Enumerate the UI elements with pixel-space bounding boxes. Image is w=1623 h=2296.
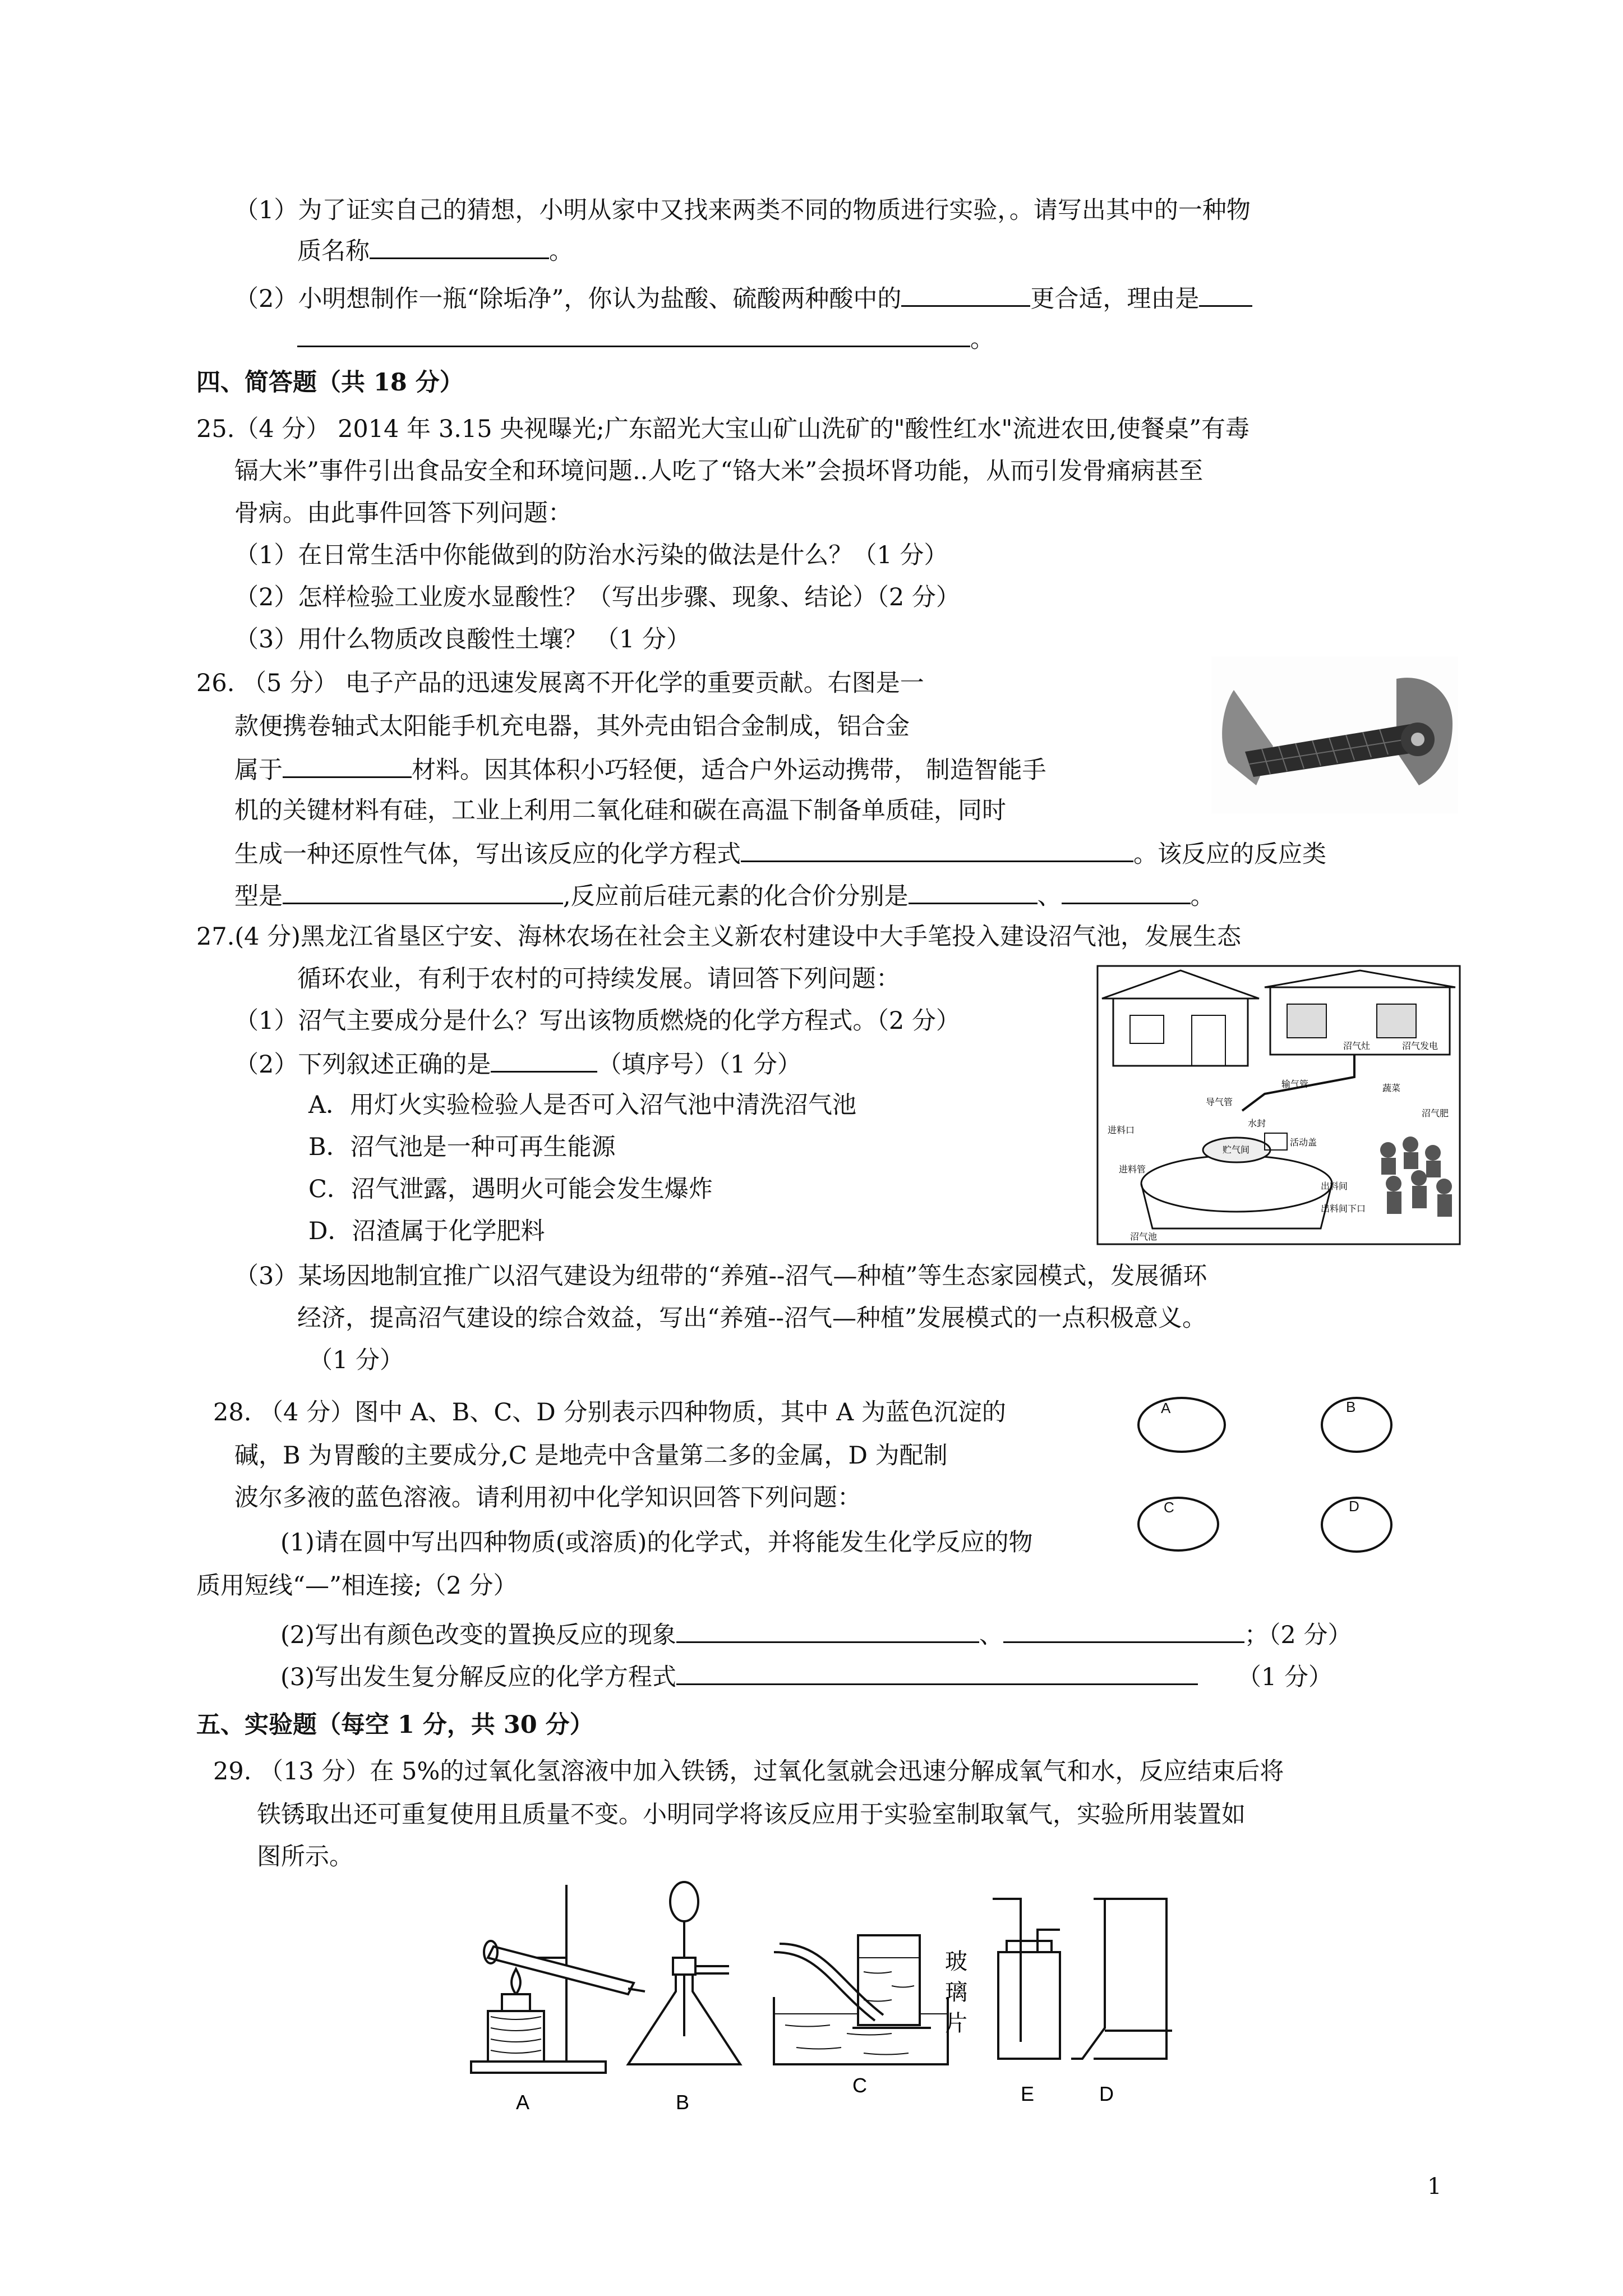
- q24-blank-4[interactable]: [297, 321, 970, 347]
- apparatus-e: [993, 1899, 1060, 2059]
- apparatus-b: [628, 1882, 740, 2064]
- q26-line6-c: 、: [1037, 882, 1062, 910]
- q28-blank-3[interactable]: [676, 1659, 1198, 1685]
- q25-line3: 骨病。由此事件回答下列问题：: [234, 499, 572, 527]
- q26-line2: 款便携卷轴式太阳能手机充电器，其外壳由铝合金制成，铝合金: [234, 712, 910, 740]
- fig-label-power: 沼气发电: [1402, 1041, 1438, 1051]
- q26-line1: 26. （5 分） 电子产品的迅速发展离不开化学的重要贡献。右图是一: [196, 669, 924, 697]
- q25-line2: 镉大米”事件引出食品安全和环境问题..人吃了“铬大米”会损坏肾功能，从而引发骨痛病甚至: [234, 457, 1204, 485]
- section-5-title: 五、实验题（每空 1 分，共 30 分）: [196, 1711, 594, 1739]
- circle-c[interactable]: [1137, 1497, 1219, 1552]
- q28-sub1-line2: 质用短线“—”相连接;（2 分）: [196, 1572, 518, 1600]
- q26-line3-b: 材料。因其体积小巧轻便，适合户外运动携带， 制造智能手: [412, 756, 1046, 784]
- q25-sub3: （3）用什么物质改良酸性土壤？ （1 分）: [234, 625, 691, 654]
- q27-sub3-line1: （3）某场因地制宜推广以沼气建设为纽带的“养殖--沼气—种植”等生态家园模式，发展循环: [234, 1262, 1207, 1290]
- q26-line5-b: 。该反应的反应类: [1133, 840, 1326, 868]
- apparatus-d-label: D: [1099, 2082, 1114, 2105]
- q27-line2: 循环农业，有利于农村的可持续发展。请回答下列问题：: [297, 965, 900, 993]
- q26-line5-a: 生成一种还原性气体，写出该反应的化学方程式: [234, 840, 741, 868]
- apparatus-a: [471, 1885, 645, 2073]
- fig-label-outlet: 出料间: [1321, 1181, 1348, 1191]
- fig-label-fertilizer: 沼气肥: [1422, 1108, 1449, 1119]
- fig-label-inlet-pipe: 进料管: [1119, 1164, 1146, 1175]
- fig-label-guide-pipe: 导气管: [1206, 1097, 1233, 1107]
- q27-option-b: B．沼气池是一种可再生能源: [308, 1133, 616, 1161]
- q26-line3-a: 属于: [234, 756, 283, 784]
- q27-sub3-line2: 经济，提高沼气建设的综合效益，写出“养殖--沼气—种植”发展模式的一点积极意义。: [297, 1304, 1207, 1332]
- q29-line2: 铁锈取出还可重复使用且质量不变。小明同学将该反应用于实验室制取氧气，实验所用装置如: [257, 1801, 1246, 1829]
- q28-line3: 波尔多液的蓝色溶液。请利用初中化学知识回答下列问题：: [234, 1484, 861, 1512]
- q28-sub3-b: （1 分）: [1237, 1663, 1332, 1691]
- fig-label-outlet-lower: 出料间下口: [1321, 1203, 1366, 1214]
- q27-line1: 27.(4 分)黑龙江省垦区宁安、海林农场在社会主义新农村建设中大手笔投入建设沼气池，发展生态: [196, 923, 1241, 951]
- q28-line2: 碱，B 为胃酸的主要成分,C 是地壳中含量第二多的金属，D 为配制: [234, 1442, 948, 1470]
- apparatus-figure: [460, 1874, 1189, 2120]
- q25-sub1: （1）在日常生活中你能做到的防治水污染的做法是什么？（1 分）: [234, 541, 948, 569]
- q28-sub1-line1: (1)请在圆中写出四种物质(或溶质)的化学式，并将能发生化学反应的物: [280, 1529, 1033, 1557]
- q28-blank-2[interactable]: [1003, 1617, 1244, 1643]
- q26-line6-d: 。: [1190, 882, 1215, 910]
- q24-part2-line2: [297, 321, 994, 356]
- q26-line6: [234, 878, 1215, 913]
- fig-label-vegetables: 蔬菜: [1382, 1083, 1401, 1093]
- q26-line6-a: 型是: [234, 882, 283, 910]
- q29-line3: 图所示。: [257, 1843, 353, 1871]
- q26-line4: 机的关键材料有硅，工业上利用二氧化硅和碳在高温下制备单质硅，同时: [234, 797, 1006, 825]
- circle-a[interactable]: [1137, 1397, 1226, 1453]
- apparatus-b-label: B: [676, 2091, 690, 2114]
- q27-sub1: （1）沼气主要成分是什么？写出该物质燃烧的化学方程式。（2 分）: [234, 1007, 960, 1035]
- q29-line1: 29. （13 分）在 5%的过氧化氢溶液中加入铁锈，过氧化氢就会迅速分解成氧气和水，反应结束后将: [213, 1757, 1284, 1786]
- q28-blank-1[interactable]: [676, 1617, 979, 1643]
- fig-label-inlet: 进料口: [1108, 1125, 1135, 1135]
- q28-line1: 28. （4 分）图中 A、B、C、D 分别表示四种物质，其中 A 为蓝色沉淀的: [213, 1398, 1006, 1427]
- q24-blank-3[interactable]: [1199, 280, 1252, 307]
- q24-part2-end: 。: [970, 325, 994, 353]
- q28-sub3-a: (3)写出发生复分解反应的化学方程式: [280, 1663, 676, 1691]
- circle-c-label: C: [1164, 1499, 1174, 1516]
- q27-sub3-line3: （1 分）: [308, 1346, 404, 1374]
- q26-blank-2[interactable]: [741, 836, 1133, 862]
- q28-sub2: [280, 1617, 1352, 1652]
- fig-label-lid: 活动盖: [1290, 1137, 1317, 1148]
- fig-label-gas-chamber: 贮气间: [1223, 1144, 1250, 1155]
- q26-blank-5[interactable]: [1062, 878, 1191, 904]
- q24-part1-end: 。: [549, 237, 573, 265]
- q27-sub2-b: （填序号）（1 分）: [597, 1051, 801, 1079]
- q24-part2-line1: [234, 280, 1252, 316]
- circle-d-label: D: [1349, 1498, 1359, 1515]
- q26-line5: [234, 836, 1326, 871]
- circle-a-label: A: [1161, 1400, 1171, 1416]
- q28-sub2-b: 、: [979, 1621, 1003, 1649]
- glass-label-2: 璃: [945, 1980, 967, 2005]
- q27-blank-1[interactable]: [491, 1046, 597, 1073]
- q27-option-a: A．用灯火实验检验人是否可入沼气池中清洗沼气池: [308, 1091, 857, 1119]
- q27-option-d: D．沼渣属于化学肥料: [308, 1217, 545, 1245]
- page-number: 1: [1427, 2174, 1442, 2200]
- biogas-diagram: [1096, 965, 1461, 1245]
- q24-blank-2[interactable]: [901, 280, 1030, 307]
- q26-line3: [234, 752, 1046, 787]
- glass-label-3: 片: [945, 2010, 967, 2036]
- q24-part1-line1: （1）为了证实自己的猜想，小明从家中又找来两类不同的物质进行实验，。请写出其中的一种物: [234, 196, 1251, 224]
- fig-label-digester: 沼气池: [1130, 1231, 1158, 1242]
- q24-blank-1[interactable]: [370, 233, 549, 259]
- q28-sub2-c: ；（2 分）: [1244, 1621, 1352, 1649]
- q26-line6-b: ,反应前后硅元素的化合价分别是: [563, 882, 909, 910]
- apparatus-c-label: C: [852, 2074, 867, 2097]
- q25-sub2: （2）怎样检验工业废水显酸性？（写出步骤、现象、结论）（2 分）: [234, 583, 960, 611]
- q28-sub3: [280, 1659, 1332, 1694]
- q24-part1-text: 质名称: [297, 237, 370, 265]
- q26-blank-1[interactable]: [283, 752, 412, 778]
- solar-charger-photo: [1211, 656, 1458, 813]
- fig-label-stove: 沼气灶: [1343, 1041, 1371, 1051]
- q27-sub2-a: （2）下列叙述正确的是: [234, 1051, 491, 1079]
- glass-label-1: 玻: [945, 1949, 967, 1975]
- fig-label-water-seal: 水封: [1248, 1118, 1266, 1129]
- q27-option-c: C．沼气泄露，遇明火可能会发生爆炸: [308, 1175, 713, 1203]
- q28-sub2-a: (2)写出有颜色改变的置换反应的现象: [280, 1621, 676, 1649]
- q24-part2-mid: 更合适，理由是: [1030, 285, 1200, 313]
- apparatus-d: [1071, 1899, 1172, 2059]
- q24-part1-line2: [297, 233, 573, 268]
- circle-b[interactable]: [1321, 1397, 1393, 1453]
- q25-line1: 25.（4 分） 2014 年 3.15 央视曝光;广东韶光大宝山矿山洗矿的"酸性红水"流进农田,使餐桌”有毒: [196, 415, 1249, 443]
- fig-label-gas-pipe: 输气管: [1281, 1079, 1309, 1089]
- apparatus-e-label: E: [1021, 2082, 1035, 2105]
- apparatus-c: [774, 1935, 948, 2064]
- section-4-title: 四、简答题（共 18 分）: [196, 369, 464, 397]
- q26-blank-3[interactable]: [283, 878, 563, 904]
- circle-b-label: B: [1346, 1398, 1356, 1415]
- q27-sub2: [234, 1046, 801, 1082]
- q24-part2-text: （2）小明想制作一瓶“除垢净”，你认为盐酸、硫酸两种酸中的: [234, 285, 902, 313]
- apparatus-a-label: A: [516, 2091, 530, 2114]
- q26-blank-4[interactable]: [909, 878, 1038, 904]
